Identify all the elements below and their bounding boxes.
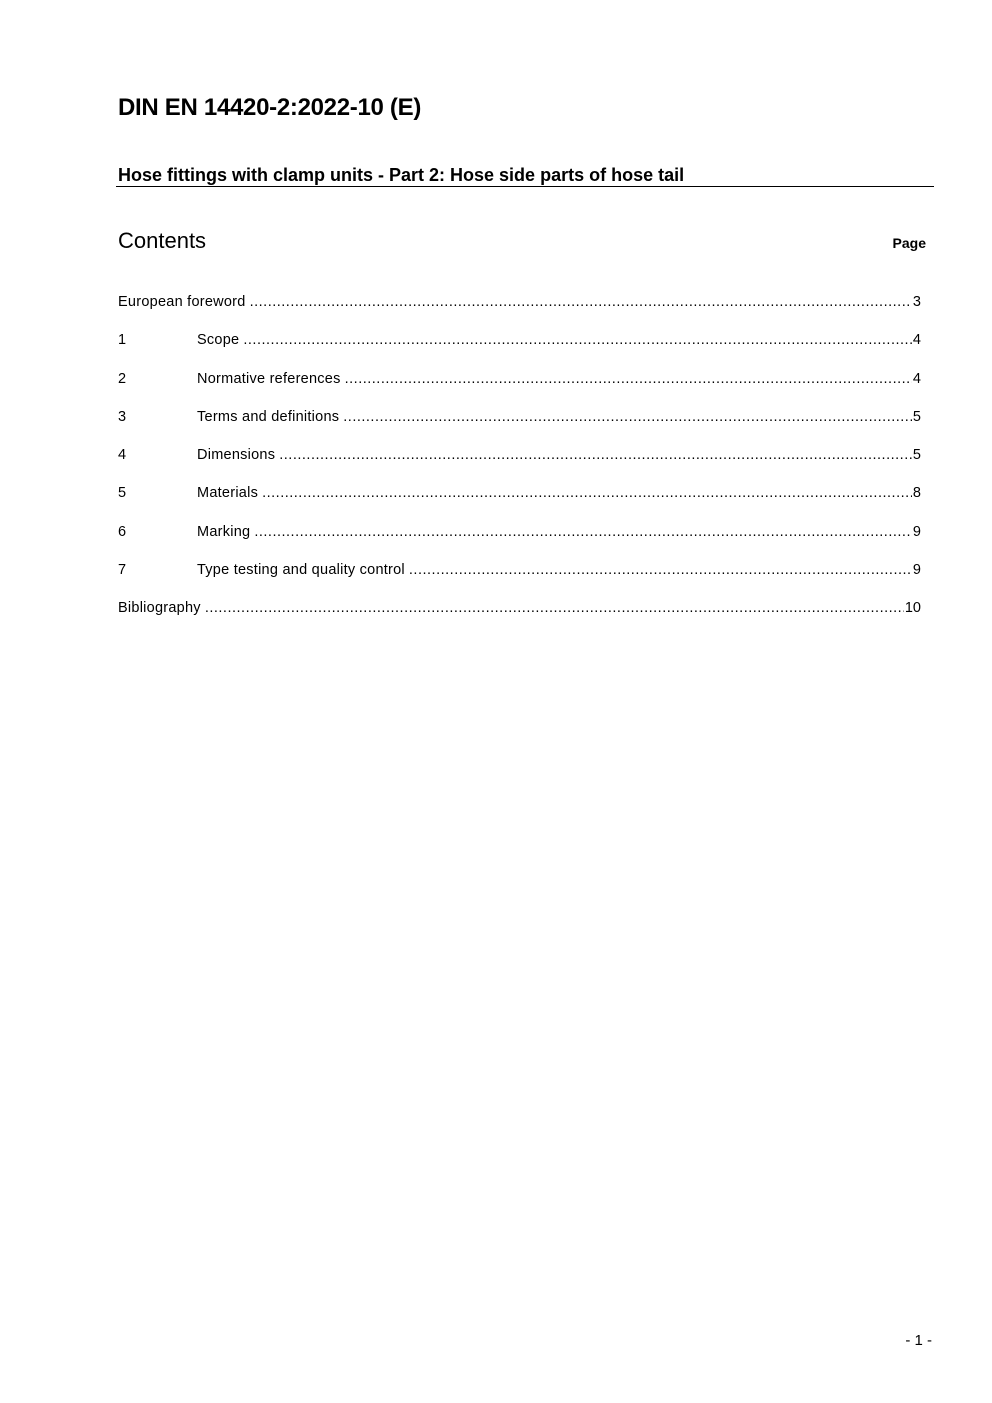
toc-entry-page: 9 bbox=[912, 523, 921, 540]
toc-dot-leader bbox=[205, 598, 904, 618]
toc-entry-dimensions[interactable] bbox=[118, 445, 921, 483]
toc-entry-label: Dimensions bbox=[197, 447, 276, 464]
toc-entry-page: 4 bbox=[912, 332, 921, 349]
toc-entry-label: Type testing and quality control bbox=[197, 562, 405, 579]
toc-entry-label: European foreword bbox=[118, 294, 246, 310]
toc-dot-leader bbox=[409, 560, 912, 580]
toc-entry-materials[interactable] bbox=[118, 483, 921, 521]
toc-entry-page: 8 bbox=[912, 485, 921, 502]
toc-entry-label: Scope bbox=[197, 332, 240, 349]
toc-entry-page: 3 bbox=[912, 294, 921, 310]
toc-entry-label: Normative references bbox=[197, 370, 341, 387]
toc-dot-leader bbox=[345, 369, 912, 389]
toc-entry-marking[interactable] bbox=[118, 522, 921, 560]
toc-entry-number: 7 bbox=[118, 562, 127, 579]
toc-entry-number: 3 bbox=[118, 408, 127, 425]
toc-entry-number: 6 bbox=[118, 523, 127, 540]
document-title: Hose fittings with clamp units - Part 2: Hose side parts of hose tail bbox=[116, 164, 934, 187]
toc-entry-scope[interactable] bbox=[118, 330, 921, 368]
toc-dot-leader bbox=[243, 330, 912, 350]
page-column-heading: Page bbox=[892, 235, 926, 251]
toc-dot-leader bbox=[279, 445, 912, 465]
toc-dot-leader bbox=[254, 522, 912, 542]
toc-entry-type-testing-and-quality-control[interactable] bbox=[118, 560, 921, 598]
toc-entry-label: Terms and definitions bbox=[197, 408, 340, 425]
toc-entry-page: 5 bbox=[912, 408, 921, 425]
toc-entry-european-foreword[interactable] bbox=[118, 292, 921, 330]
toc-dot-leader bbox=[262, 483, 912, 503]
toc-entry-label: Bibliography bbox=[118, 600, 201, 617]
toc-dot-leader bbox=[343, 407, 912, 427]
toc-entry-number: 4 bbox=[118, 447, 127, 464]
toc-entry-label: Materials bbox=[197, 485, 259, 502]
toc-entry-page: 10 bbox=[904, 600, 921, 617]
toc-entry-page: 9 bbox=[912, 562, 921, 579]
toc-entry-number: 2 bbox=[118, 370, 127, 387]
table-of-contents bbox=[118, 292, 921, 637]
contents-heading: Contents bbox=[118, 228, 207, 253]
toc-entry-terms-and-definitions[interactable] bbox=[118, 407, 921, 445]
document-id: DIN EN 14420-2:2022-10 (E) bbox=[118, 94, 422, 121]
toc-entry-page: 4 bbox=[912, 370, 921, 387]
page-number: - 1 - bbox=[905, 1332, 932, 1349]
toc-entry-number: 1 bbox=[118, 332, 127, 349]
toc-entry-normative-references[interactable] bbox=[118, 369, 921, 407]
toc-entry-page: 5 bbox=[912, 447, 921, 464]
toc-dot-leader bbox=[250, 292, 912, 312]
toc-entry-number: 5 bbox=[118, 485, 127, 502]
toc-entry-bibliography[interactable] bbox=[118, 598, 921, 636]
toc-entry-label: Marking bbox=[197, 523, 251, 540]
